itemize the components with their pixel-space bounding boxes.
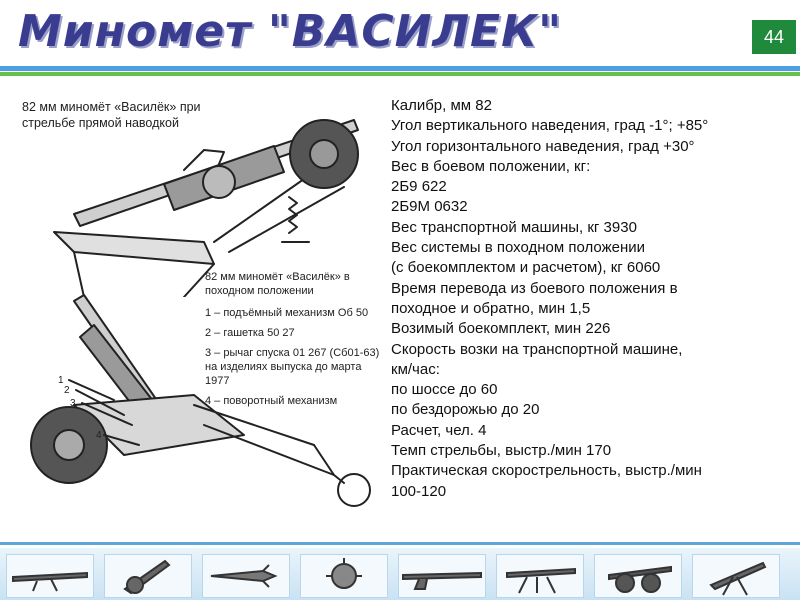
spec-line: 2Б9М 0632 [391, 198, 468, 216]
legend-item: 4 – поворотный механизм [205, 395, 338, 407]
spec-line: Практическая скорострельность, выстр./мин [391, 462, 702, 480]
footer-rule [0, 542, 800, 545]
heavy-mortar-icon [104, 554, 192, 598]
bottom-illustration-caption: 82 мм миномёт «Василёк» в походном положении [205, 271, 350, 297]
tripod-gun-icon [692, 554, 780, 598]
spec-line: по шоссе до 60 [391, 381, 498, 399]
mine-icon [300, 554, 388, 598]
callout-3: 3 [70, 398, 76, 409]
callout-4: 4 [96, 430, 102, 441]
spec-line: походное и обратно, мин 1,5 [391, 299, 591, 317]
spec-line: (с боекомплектом и расчетом), кг 6060 [391, 259, 661, 277]
spec-line: км/час: [391, 360, 440, 378]
spec-line: по бездорожью до 20 [391, 401, 540, 419]
machine-gun-icon [6, 554, 94, 598]
specifications-list [391, 96, 791, 502]
header-rule-blue [0, 66, 800, 71]
spec-line: Вес системы в походном положении [391, 239, 645, 257]
rocket-icon [202, 554, 290, 598]
spec-line: 100-120 [391, 482, 447, 500]
spec-line: Темп стрельбы, выстр./мин 170 [391, 442, 612, 460]
header-rule-green [0, 72, 800, 76]
legend-item: 1 – подъёмный механизм Об 50 [205, 307, 369, 319]
top-illustration-caption: 82 мм миномёт «Василёк» при стрельбе прямой наводкой [22, 100, 201, 130]
spec-line: Время перевода из боевого положения в [391, 279, 678, 297]
legend-item: 3 – рычаг спуска 01 267 (Сб01-63) на изделиях выпуска до марта 1977 [205, 347, 380, 387]
spec-line: 2Б9 622 [391, 178, 447, 196]
spec-line: Возимый боекомплект, мин 226 [391, 320, 611, 338]
callout-1: 1 [58, 375, 64, 386]
spec-line: Расчет, чел. 4 [391, 421, 487, 439]
auto-cannon-icon [496, 554, 584, 598]
page-number-badge: 44 [752, 20, 796, 54]
spec-line: Калибр, мм 82 [391, 97, 492, 114]
callout-2: 2 [64, 385, 70, 396]
spec-line: Вес транспортной машины, кг 3930 [391, 218, 637, 236]
field-gun-icon [594, 554, 682, 598]
rifle-icon [398, 554, 486, 598]
spec-line: Скорость возки на транспортной машине, [391, 340, 683, 358]
bottom-illustration-caption-block [205, 270, 383, 408]
page-title: Миномет "ВАСИЛЕК" [18, 6, 562, 57]
spec-line: Угол горизонтального наведения, град +30° [391, 137, 695, 155]
spec-line: Вес в боевом положении, кг: [391, 157, 591, 175]
spec-line: Угол вертикального наведения, град -1°; +85° [391, 117, 709, 135]
legend-item: 2 – гашетка 50 27 [205, 327, 295, 339]
